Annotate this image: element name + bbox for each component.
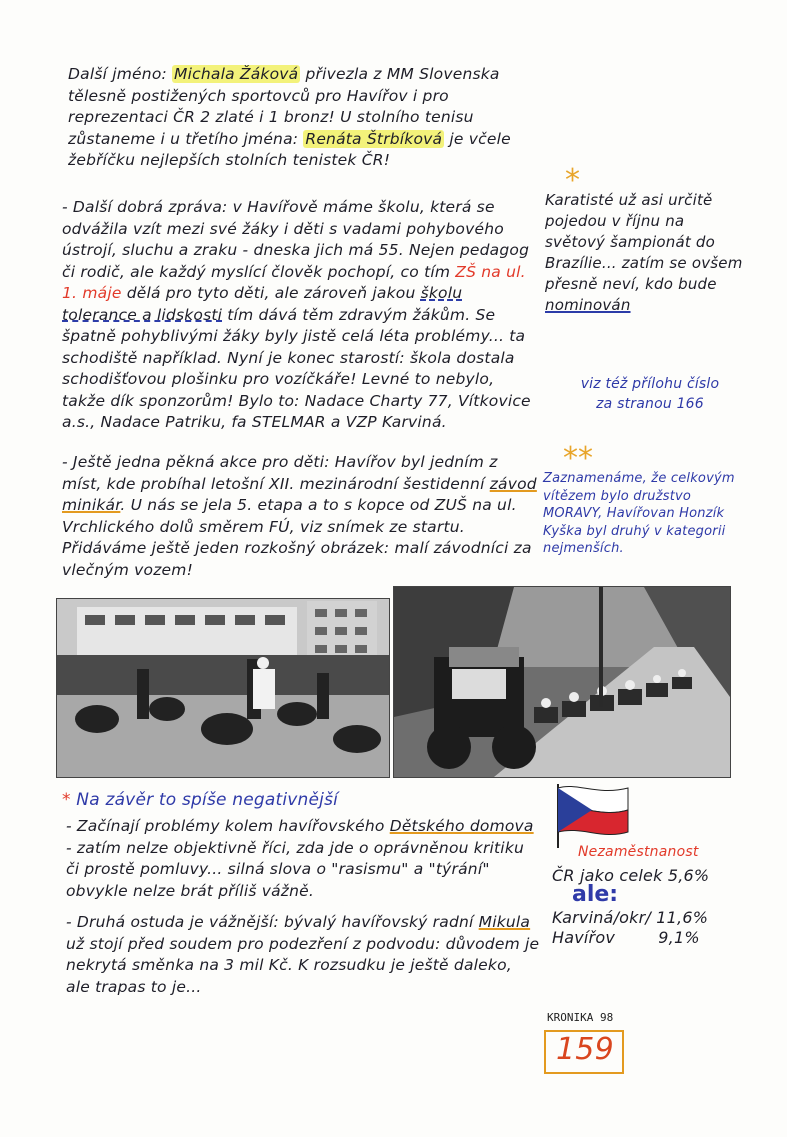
bottom-heading: * Na závěr to spíše negativnější xyxy=(62,790,339,810)
red-school-name: ZŠ na ul. 1. máje xyxy=(62,262,526,302)
underlined-mikula: Mikula xyxy=(478,913,531,931)
cr-value: 5,6% xyxy=(667,866,710,885)
cr-label: ČR jako celek xyxy=(552,866,663,885)
havirov-label: Havířov xyxy=(552,928,615,947)
paragraph-children-home: - Začínají problémy kolem havířovského Dětského domova - zatím nelze objektivně říci, zda jde o oprávněnou kritiku či prostě pomluvy... silná slova o "rasismu" a "týrání" obvykle nelze brát příliš vážně. xyxy=(66,817,534,900)
karvina-value: 11,6% xyxy=(656,908,709,927)
paragraph-names: Další jméno: Michala Žáková přivezla z MM Slovenska tělesně postižených sportovců pro Havířov i pro reprezentaci ČR 2 zlaté i 1 bronz! U stolního tenisu zůstaneme i u třetího jména: Renáta Štrbíková je včele žebříčku nejlepších stolních tenistek ČR! xyxy=(68,65,511,169)
side-note-moravy: Zaznamenáme, že celkovým vítězem bylo družstvo MORAVY, Havířovan Honzík Kyška byl druhý v kategorii nejmenších. xyxy=(543,471,735,556)
underlined-nominovan: nominován xyxy=(545,296,631,314)
side-note-karate: Karatisté už asi určitě pojedou v říjnu na světový šampionát do Brazílie... zatím se ovšem přesně neví, kdo bude nominován xyxy=(545,191,743,314)
paragraph-minikar: - Ještě jedna pěkná akce pro děti: Havířov byl jedním z míst, kde probíhal letošní XII. mezinárodní šestidenní závod minikár. U nás se jela 5. etapa a to s kopce od ZUŠ na ul. Vrchlického dolů směrem FÚ, viz snímek ze startu. Přidáváme ještě jeden rozkošný obrázek: malí závodníci za vlečným vozem! xyxy=(62,453,537,579)
havirov-value: 9,1% xyxy=(658,928,700,947)
photo-race-start-image xyxy=(57,599,389,777)
side-reference: viz též přílohu číslo za stranou 166 xyxy=(580,376,720,412)
unemployment-ale: ale: xyxy=(572,882,619,907)
unemployment-karvina-row xyxy=(552,908,752,927)
photo-tractor-train-image xyxy=(394,587,730,777)
photo-race-start xyxy=(56,598,390,778)
underlined-minikar: závod minikár xyxy=(62,474,537,514)
single-star-icon: * xyxy=(565,163,580,198)
karvina-label: Karviná/okr/ xyxy=(552,908,651,927)
kronika-label: KRONIKA 98 xyxy=(547,1011,614,1024)
photo-tractor-train xyxy=(393,586,731,778)
underlined-detsky-domov: Dětského domova xyxy=(389,817,534,835)
highlight-renata: Renáta Štrbíková xyxy=(305,129,443,148)
double-star-icon: ** xyxy=(563,441,593,476)
unemployment-havirov-row xyxy=(552,928,752,947)
paragraph-mikula: - Druhá ostuda je vážnější: bývalý havířovský radní Mikula už stojí před soudem pro podezření z podvodu: důvodem je nekrytá směnka na 3 mil Kč. K rozsudku je ještě daleko, ale trapas to je... xyxy=(66,913,540,996)
page-number: 159 xyxy=(556,1032,614,1067)
red-star-icon: * xyxy=(62,790,71,810)
paragraph-school: - Další dobrá zpráva: v Havířově máme školu, která se odvážila vzít mezi své žáky i děti s vadami pohybového ústrojí, sluchu a zraku - dneska jich má 55. Nejen pedagog či rodič, ale každý myslící člověk pochopí, co tím ZŠ na ul. 1. máje dělá pro tyto děti, ale zároveň jakou školu tolerance a lidskosti tím dává těm zdravým žákům. Se špatně pohyblivými žáky byly jistě celá léta problémy... ta schodiště například. Nyní je konec starostí: škola dostala schodišťovou plošinku pro vozíčkáře! Levné to nebylo, takže dík sponzorům! Bylo to: Nadace Charty 77, Vítkovice a.s., Nadace Patriku, fa STELMAR a VZP Karviná. xyxy=(62,198,531,431)
czech-flag-icon xyxy=(552,782,632,848)
highlight-michala: Michala Žáková xyxy=(174,65,299,83)
underlined-tolerance: školu tolerance a lidskosti xyxy=(62,284,463,324)
unemployment-title: Nezaměstnanost xyxy=(578,844,699,860)
